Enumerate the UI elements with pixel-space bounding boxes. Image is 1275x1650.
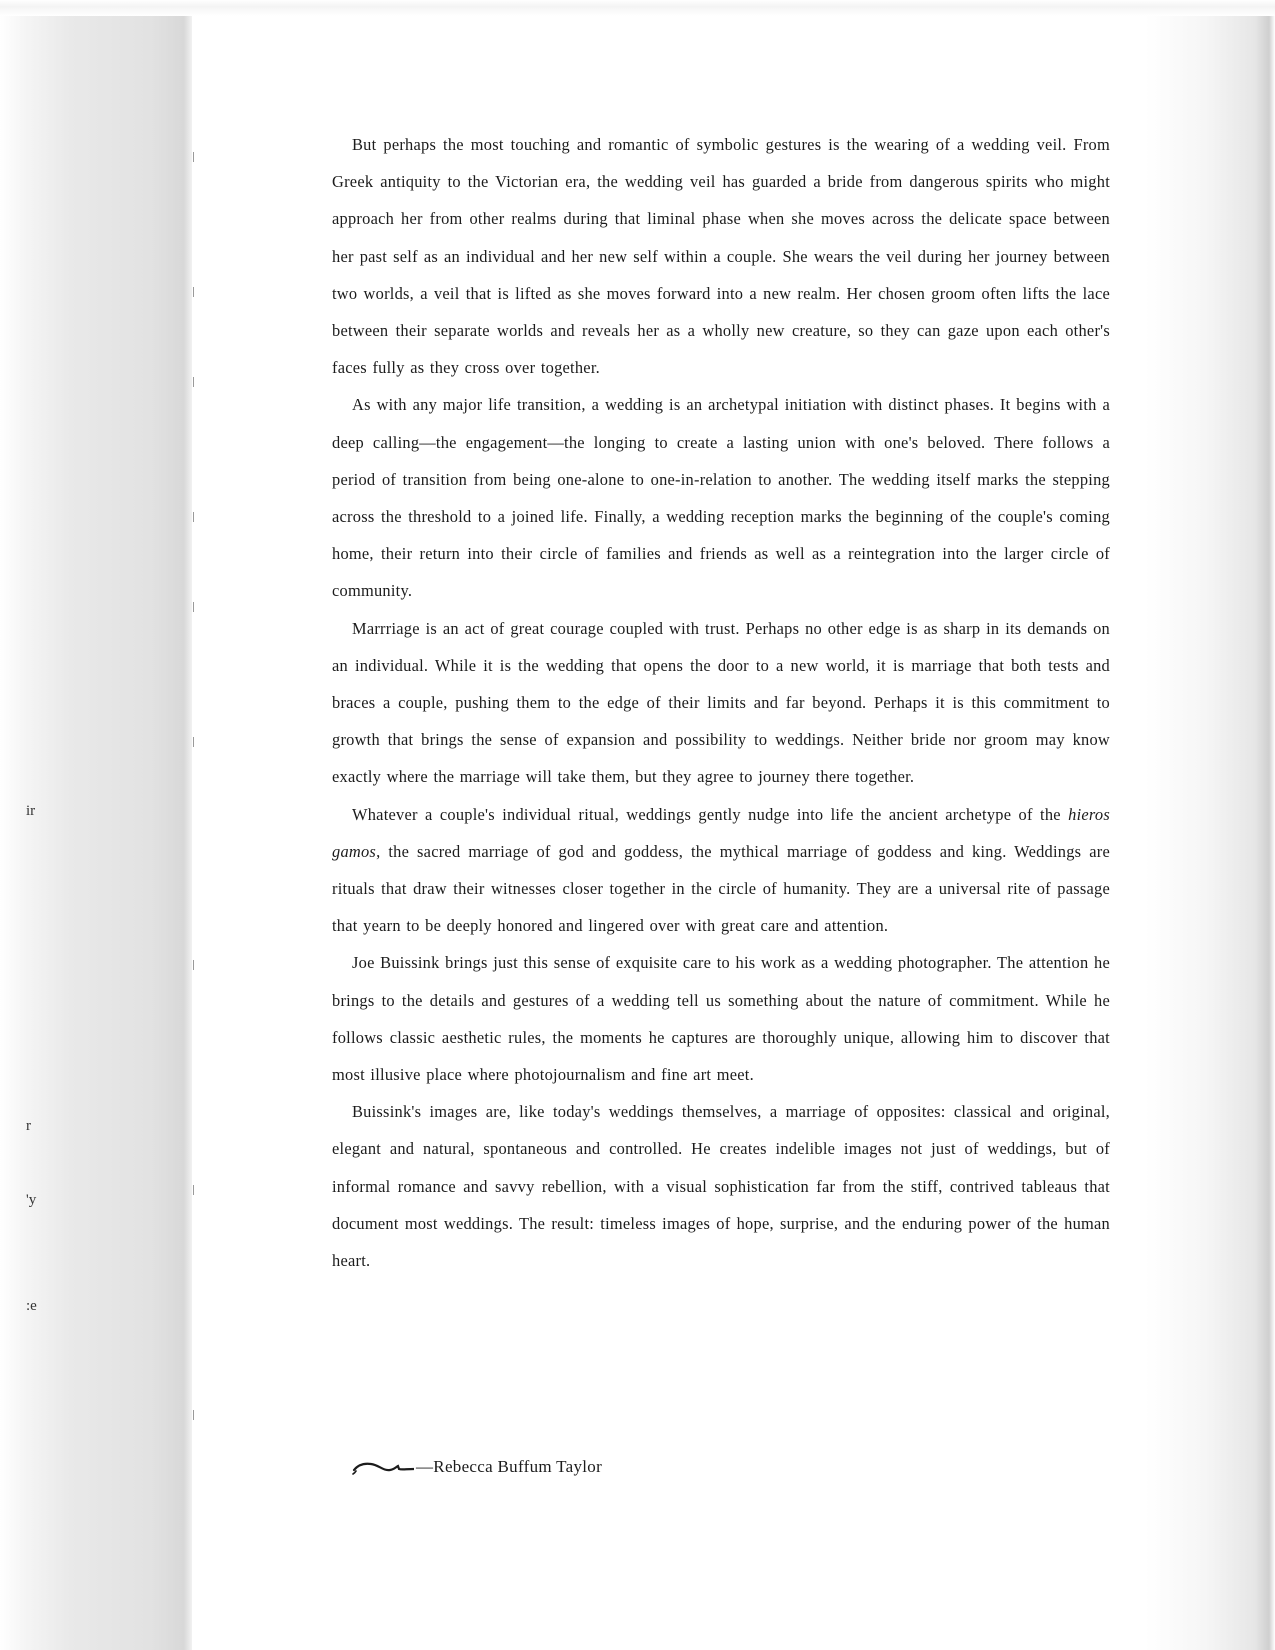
gutter-tick <box>193 1410 194 1420</box>
paragraph-text: But perhaps the most touching and romantic of symbolic gestures is the wearing of a wedding veil. From Greek antiquity to the Victorian era, the wedding veil has guarded a bride from dangerous spirits who might approach her from other realms during that liminal phase when she moves across the delicate space between her past self as an individual and her new self within a couple. She wears the veil during her journey between two worlds, a veil that is lifted as she moves forward into a new realm. Her chosen groom often lifts the lace between their separate worlds and reveals her as a wholly new creature, so they can gaze upon each other's faces fully as they cross over together. <box>332 135 1110 378</box>
facing-page-fragment: :e <box>26 1298 37 1314</box>
gutter-tick <box>193 152 194 162</box>
paragraph-text: , the sacred marriage of god and goddess, the mythical marriage of goddess and king. Weddings are rituals that draw their witnesses closer together in the circle of humanity. They are a universal rite of passage that yearn to be deeply honored and lingered over with great care and attention. <box>332 841 1110 936</box>
paragraph-text: As with any major life transition, a wedding is an archetypal initiation with distinct phases. It begins with a deep calling—the engagement—the longing to create a lasting union with one's beloved. There follows a period of transition from being one-alone to one-in-relation to another. The wedding itself marks the stepping across the threshold to a joined life. Finally, a wedding reception marks the beginning of the couple's coming home, their return into their circle of families and friends as well as a reintegration into the larger circle of community. <box>332 395 1110 601</box>
body-text <box>332 126 1110 1279</box>
signature-name: —Rebecca Buffum Taylor <box>416 1457 603 1476</box>
facing-page-fragment: r <box>26 1118 31 1134</box>
paragraph-text: Whatever a couple's individual ritual, weddings gently nudge into life the ancient archetype of the <box>352 804 1069 824</box>
italic-term: hieros gamos <box>332 804 1110 861</box>
paragraph <box>332 386 1110 609</box>
paragraph <box>332 796 1110 945</box>
paragraph <box>332 1093 1110 1279</box>
scan-shadow-right <box>1145 0 1275 1650</box>
paragraph <box>332 126 1110 386</box>
gutter-tick <box>193 960 194 970</box>
paragraph-text: Buissink's images are, like today's weddings themselves, a marriage of opposites: classical and original, elegant and natural, spontaneous and controlled. He creates indelible images not just of weddings, but of informal romance and savvy rebellion, with a visual sophistication far from the stiff, contrived tableaus that document most weddings. The result: timeless images of hope, surprise, and the enduring power of the human heart. <box>332 1102 1110 1271</box>
facing-page-fragment: 'y <box>26 1192 37 1208</box>
gutter-tick <box>193 512 194 522</box>
paragraph-text: Marrriage is an act of great courage coupled with trust. Perhaps no other edge is as sharp in its demands on an individual. While it is the wedding that opens the door to a new world, it is marriage that both tests and braces a couple, pushing them to the edge of their limits and far beyond. Perhaps it is this commitment to growth that brings the sense of expansion and possibility to weddings. Neither bride nor groom may know exactly where the marriage will take them, but they agree to journey there together. <box>332 618 1110 787</box>
scan-shadow-left <box>0 0 192 1650</box>
gutter-tick <box>193 287 194 297</box>
facing-page-fragment: ir <box>26 803 36 819</box>
gutter-tick <box>193 737 194 747</box>
gutter-tick <box>193 1185 194 1195</box>
paragraph-text: Joe Buissink brings just this sense of exquisite care to his work as a wedding photographer. The attention he brings to the details and gestures of a wedding tell us something about the nature of commitment. While he follows classic aesthetic rules, the moments he captures are thoroughly unique, allowing him to discover that most illusive place where photojournalism and fine art meet. <box>332 953 1110 1085</box>
gutter-tick <box>193 377 194 387</box>
swash-flourish-icon <box>352 1458 414 1476</box>
paragraph <box>332 944 1110 1093</box>
scan-shadow-top <box>0 0 1275 16</box>
author-signature <box>352 1452 602 1482</box>
gutter-tick <box>193 602 194 612</box>
paragraph <box>332 610 1110 796</box>
